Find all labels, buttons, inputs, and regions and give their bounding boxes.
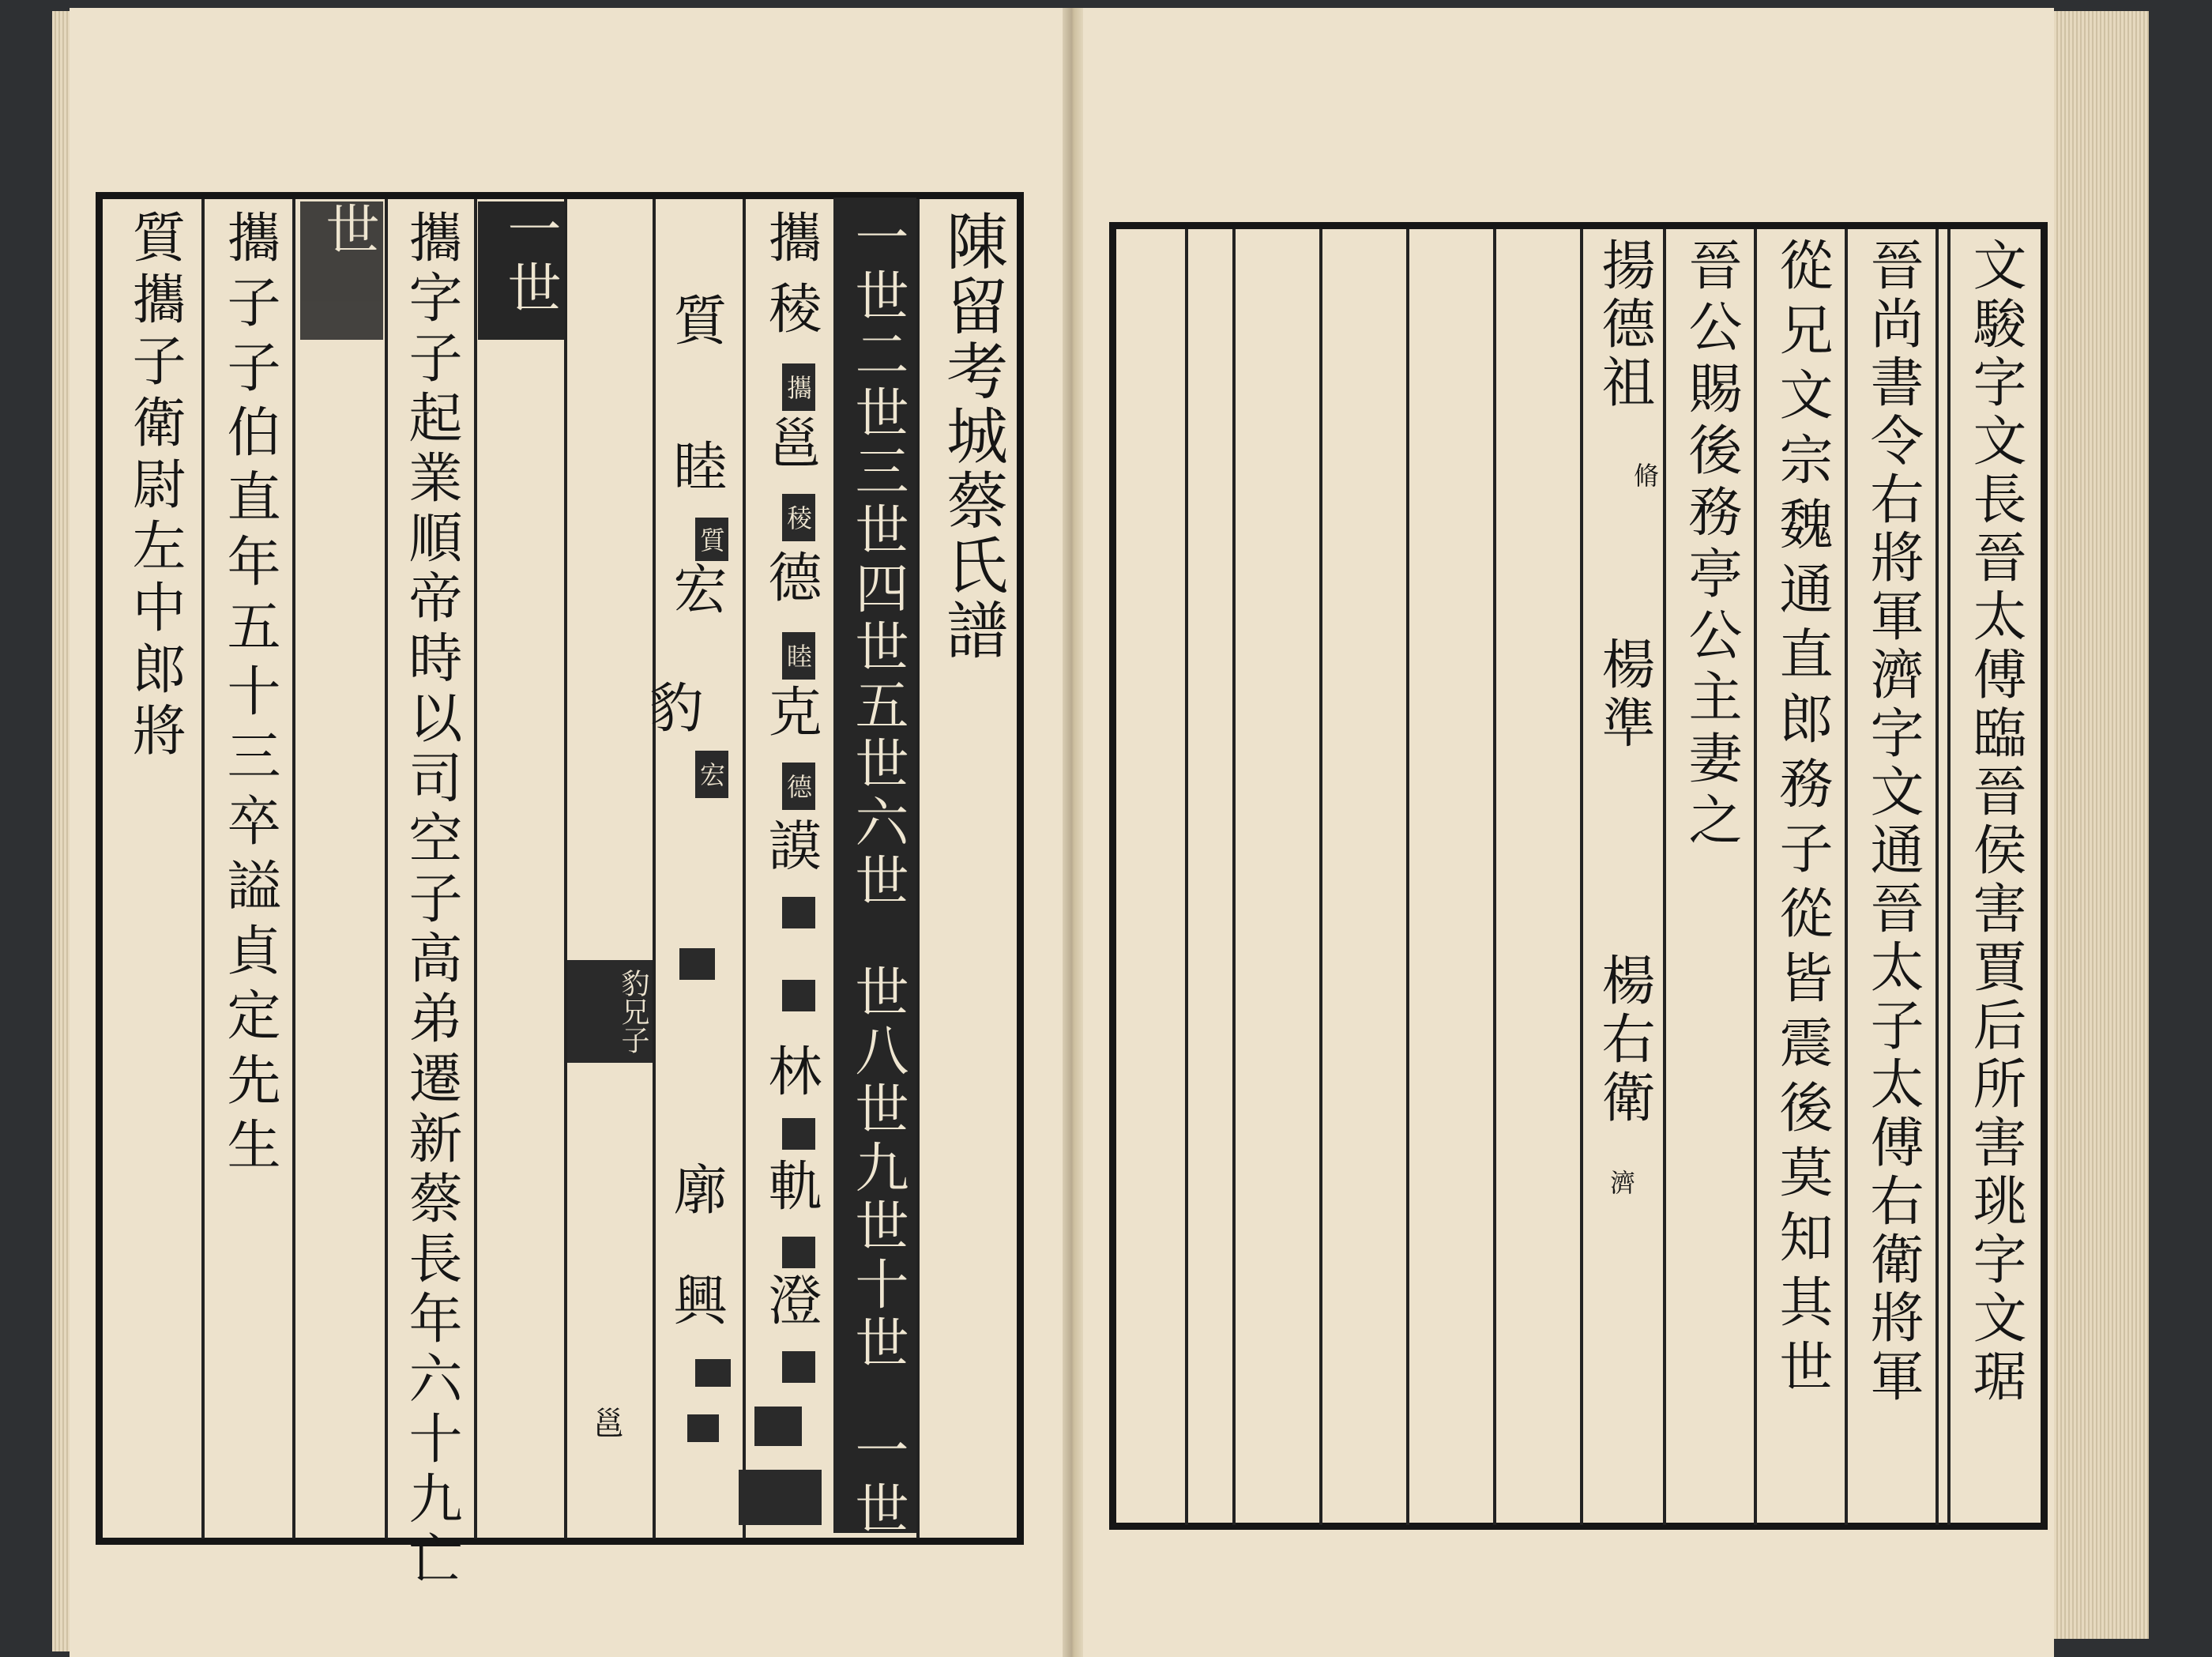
col-a-small-block bbox=[782, 897, 815, 928]
col-a-line-7: 澄 bbox=[759, 1272, 822, 1331]
col-b-tag-2: 宏 bbox=[695, 751, 728, 798]
generation-header-1: 一世二世三世四世五世六世 bbox=[837, 209, 912, 889]
column-rule bbox=[1232, 229, 1236, 1525]
col-a-small-block bbox=[782, 980, 815, 1011]
column-rule bbox=[1185, 229, 1188, 1525]
right-col-5-bottom: 楊右衛 bbox=[1593, 952, 1655, 1128]
col-a-tag-4: 德 bbox=[782, 763, 815, 810]
col-b-small-block bbox=[679, 948, 715, 980]
right-col-5-note-2: 濟 bbox=[1606, 1169, 1636, 1196]
col-a-small-block bbox=[782, 1351, 815, 1383]
col-b-small-block bbox=[687, 1414, 719, 1442]
bio-1: 攜字子起業順帝時以司空子高弟遷新蔡長年六十九亡 bbox=[400, 209, 462, 1591]
section-header-2: 世 bbox=[300, 201, 383, 340]
column-rule bbox=[1947, 229, 1951, 1525]
generation-header-3: 一世 bbox=[837, 1422, 912, 1533]
column-rule bbox=[653, 199, 656, 1538]
col-c-tag: 豹兄子 bbox=[567, 960, 653, 1063]
column-rule bbox=[1754, 229, 1757, 1525]
col-b-6: 興 bbox=[664, 1272, 727, 1331]
book-spine bbox=[1063, 8, 1083, 1657]
column-rule bbox=[1406, 229, 1409, 1525]
right-col-2: 晉尚書令右將軍濟字文通晉太子太傅右衛將軍 bbox=[1861, 237, 1924, 1407]
col-a-tag-2: 稜 bbox=[782, 494, 815, 541]
col-a-tag-3: 睦 bbox=[782, 632, 815, 680]
col-b-5: 廓 bbox=[664, 1162, 727, 1220]
col-a-small-block bbox=[754, 1407, 802, 1446]
right-col-1: 文駿字文長晉太傅臨晉侯害賈后所害珧字文琚 bbox=[1964, 237, 2026, 1407]
column-rule bbox=[1663, 229, 1666, 1525]
column-rule bbox=[1493, 229, 1496, 1525]
col-b-small-block bbox=[695, 1359, 731, 1387]
col-a-line-1: 邕 bbox=[759, 415, 822, 473]
section-header-1: 一世 bbox=[478, 201, 565, 340]
column-rule bbox=[474, 199, 477, 1538]
col-a-small-block bbox=[782, 1118, 815, 1150]
col-c-name: 邕 bbox=[588, 1407, 624, 1441]
col-b-2: 睦 bbox=[664, 439, 727, 497]
column-rule bbox=[743, 199, 746, 1538]
column-rule bbox=[916, 199, 920, 1538]
col-a-small-block bbox=[739, 1470, 822, 1525]
col-b-tag-1: 質 bbox=[695, 518, 728, 561]
right-col-3: 從兄文宗魏通直郎務子從皆震後莫知其世 bbox=[1770, 237, 1833, 1403]
generation-header-2: 世八世九世十世 bbox=[837, 964, 912, 1407]
col-b-1: 質 bbox=[664, 292, 727, 351]
col-a-tag-1: 攜 bbox=[782, 363, 815, 411]
col-a-line-3: 克 bbox=[759, 684, 822, 742]
column-rule bbox=[564, 199, 567, 1538]
col-a-line-4: 謨 bbox=[759, 818, 822, 876]
col-a-line-6: 軌 bbox=[759, 1158, 822, 1216]
genealogy-title: 陳留考城蔡氏譜 bbox=[936, 209, 1007, 663]
bio-2: 攜子子伯直年五十三卒謚貞定先生 bbox=[218, 209, 280, 1181]
col-a-line-5: 林 bbox=[759, 1043, 822, 1102]
column-rule bbox=[1845, 229, 1848, 1525]
right-col-5-note-1: 脩 bbox=[1630, 462, 1660, 489]
right-col-4: 晉公賜後務亭公主妻之 bbox=[1680, 237, 1742, 853]
bio-3: 質攜子衛尉左中郎將 bbox=[123, 209, 186, 764]
col-a-mid: 稜 bbox=[759, 281, 822, 339]
column-rule bbox=[1936, 229, 1939, 1525]
right-col-5-mid: 楊準 bbox=[1593, 636, 1655, 753]
column-rule bbox=[201, 199, 205, 1538]
column-rule bbox=[1580, 229, 1583, 1525]
col-a-small-block bbox=[782, 1237, 815, 1268]
col-b-4: 豹 bbox=[641, 680, 703, 738]
right-col-5-top: 揚德祖 bbox=[1593, 237, 1655, 412]
col-a-line-2: 德 bbox=[759, 549, 822, 608]
column-rule bbox=[1319, 229, 1322, 1525]
col-a-top: 攜 bbox=[759, 209, 822, 268]
column-rule bbox=[292, 199, 295, 1538]
col-b-3: 宏 bbox=[664, 561, 727, 619]
